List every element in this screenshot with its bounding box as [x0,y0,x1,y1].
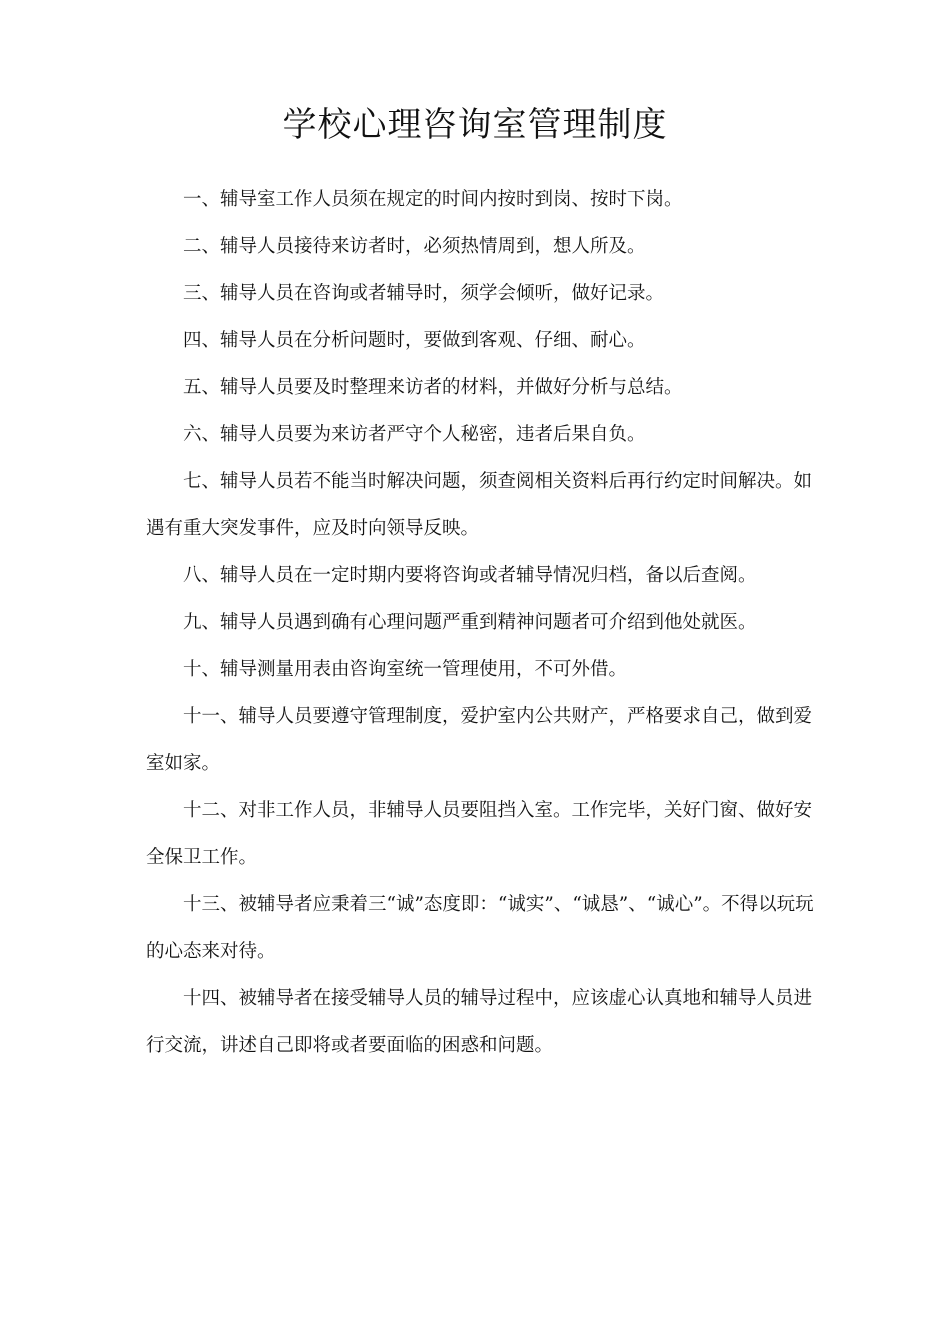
rule-paragraph-4: 四、辅导人员在分析问题时，要做到客观、仔细、耐心。 [183,330,646,351]
rule-paragraph-6: 六、辅导人员要为来访者严守个人秘密，违者后果自负。 [183,424,646,445]
rule-paragraph-13: 十三、被辅导者应秉着三“诚”态度即：“诚实”、“诚恳”、“诚心”。不得以玩玩的心态来对待。 [146,894,814,962]
rule-paragraph-14: 十四、被辅导者在接受辅导人员的辅导过程中，应该虚心认真地和辅导人员进行交流，讲述自己即将或者要面临的困惑和问题。 [146,988,813,1056]
document-body [146,176,816,1069]
rule-paragraph-11: 十一、辅导人员要遵守管理制度，爱护室内公共财产，严格要求自己，做到爱室如家。 [146,706,813,774]
rule-paragraph-12: 十二、对非工作人员，非辅导人员要阻挡入室。工作完毕，关好门窗、做好安全保卫工作。 [146,800,813,868]
rule-paragraph-7: 七、辅导人员若不能当时解决问题，须查阅相关资料后再行约定时间解决。如遇有重大突发事件，应及时向领导反映。 [146,471,813,539]
rule-paragraph-9: 九、辅导人员遇到确有心理问题严重到精神问题者可介绍到他处就医。 [183,612,757,633]
document-title: 学校心理咨询室管理制度 [282,105,668,145]
rule-paragraph-10: 十、辅导测量用表由咨询室统一管理使用，不可外借。 [183,659,628,680]
rule-paragraph-5: 五、辅导人员要及时整理来访者的材料，并做好分析与总结。 [183,377,683,398]
rule-paragraph-3: 三、辅导人员在咨询或者辅导时，须学会倾听，做好记录。 [183,283,665,304]
rule-paragraph-1: 一、辅导室工作人员须在规定的时间内按时到岗、按时下岗。 [183,189,683,210]
rule-paragraph-8: 八、辅导人员在一定时期内要将咨询或者辅导情况归档，备以后查阅。 [183,565,757,586]
rule-paragraph-2: 二、辅导人员接待来访者时，必须热情周到，想人所及。 [183,236,646,257]
